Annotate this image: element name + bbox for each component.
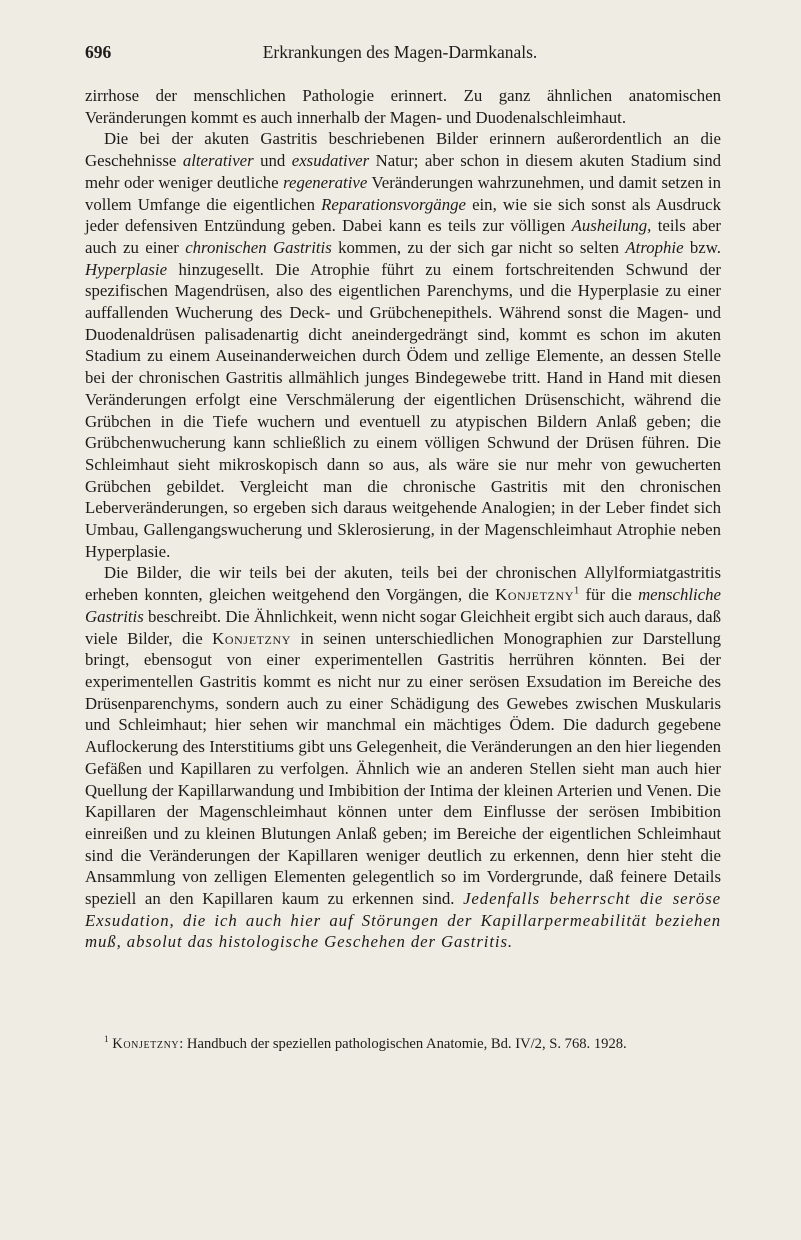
text-run: für die: [579, 585, 639, 605]
emphasis-ausheilung: Ausheilung,: [571, 216, 652, 236]
text-run: kommen, zu der sich gar nicht so selten: [331, 237, 626, 257]
paragraph-1: [85, 85, 721, 128]
emphasis-conclusion: Jedenfalls beherrscht die seröse Exsudation, die ich auch hier auf Störungen der Kapillarpermeabilität beziehen muß, absolut das histologische Geschehen der Gastritis.: [85, 889, 721, 952]
footnote-text: : Handbuch der speziellen pathologischen Anatomie, Bd. IV/2, S. 768. 1928.: [179, 1036, 627, 1052]
emphasis-chronische-gastritis: chronischen Gastritis: [185, 237, 332, 257]
text-run: in seinen unterschiedlichen Monographien zur Darstellung bringt, ebensogut von einer experimentellen Gastritis herrühren könnten. Bei der experimentellen Gastritis kommt es nicht nur zu einer serösen Exsudation im Bereiche des Drüsenparenchyms, sondern auch zu einer Schädigung des Gewebes zwischen Muskularis und Schleimhaut; hier sehen wir manchmal ein mächtiges Ödem. Die dadurch gegebene Auflockerung des Interstitiums gibt uns Gelegenheit, die Veränderungen an den hier liegenden Gefäßen und Kapillaren zu verfolgen. Ähnlich wie an anderen Stellen sieht man auch hier Quellung der Kapillarwandung und Imbibition der Intima der kleinen Arterien und Venen. Die Kapillaren der Magenschleimhaut können unter dem Einflusse der serösen Imbibition einreißen und zu kleinen Blutungen Anlaß geben; im Bereiche der eigentlichen Schleimhaut sind die Veränderungen der Kapillaren weniger deutlich zu erkennen, denn hier steht die Ansammlung von zelligen Elementen gelegentlich so im Vordergrunde, daß feinere Details speziell an den Kapillaren kaum zu erkennen sind.: [85, 628, 721, 909]
paragraph-2: [85, 128, 721, 562]
text-run: Natur; aber schon in diesem akuten Stadium sind mehr oder weniger deutliche: [85, 151, 721, 192]
text-run: Veränderungen wahrzunehmen, und damit setzen in vollem Umfange die eigentlichen: [85, 172, 721, 214]
emphasis-reparationsvorgaenge: Reparationsvorgänge: [321, 194, 466, 214]
paragraph-3: [85, 562, 721, 953]
paragraph-1-text: zirrhose der menschlichen Pathologie erinnert. Zu ganz ähnlichen anatomischen Veränderungen kommt es auch innerhalb der Magen- und Duodenalschleimhaut.: [85, 86, 721, 127]
text-run: Die bei der akuten Gastritis beschriebenen Bilder erinnern außerordentlich an die Geschehnisse: [85, 129, 721, 171]
footnote-author: Konjetzny: [112, 1036, 180, 1052]
emphasis-alterativer: alterativer: [182, 151, 254, 171]
emphasis-hyperplasie: Hyperplasie: [85, 259, 168, 279]
text-run: ein, wie sie sich sonst als Ausdruck jeder defensiven Entzündung geben. Dabei kann es teils zur völligen: [85, 194, 721, 236]
author-name-konjetzny: Konjetzny: [212, 628, 292, 648]
page-number: 696: [85, 42, 112, 62]
page-header: [85, 42, 715, 68]
footnote-marker: 1: [104, 1034, 109, 1045]
text-run: bzw.: [683, 237, 721, 257]
text-run: Die Bilder, die wir teils bei der akuten, teils bei der chronischen Allylformiatgastritis erheben konnten, gleichen weitgehend den Vorgängen, die: [85, 563, 721, 605]
footnote-reference[interactable]: 1: [573, 585, 580, 597]
emphasis-menschliche-gastritis: menschliche Gastritis: [85, 585, 722, 626]
emphasis-exsudativer: exsudativer: [291, 151, 370, 171]
footnote: [85, 1034, 721, 1054]
text-run: und: [253, 151, 292, 171]
author-name-konjetzny: Konjetzny: [495, 585, 574, 605]
emphasis-atrophie: Atrophie: [625, 237, 684, 257]
emphasis-regenerative: regenerative: [283, 172, 368, 192]
text-run: teils aber auch zu einer: [85, 216, 722, 257]
running-title: Erkrankungen des Magen-Darmkanals.: [262, 42, 538, 62]
body-text: [85, 85, 721, 953]
text-run: beschreibt. Die Ähnlichkeit, wenn nicht sogar Gleichheit ergibt sich auch daraus, daß viele Bilder, die: [85, 606, 721, 648]
text-run: hinzugesellt. Die Atrophie führt zu einem fortschreitenden Schwund der spezifischen Magendrüsen, also des eigentlichen Parenchyms, und die Hyperplasie zu einer auffallenden Wucherung des Deck- und Grübchenepithels. Während sonst die Magen- und Duodenaldrüsen palisadenartig dicht aneindergedrängt sind, kommt es schon im akuten Stadium zu einem Auseinanderweichen durch Ödem und zellige Elemente, an dessen Stelle bei der chronischen Gastritis allmählich junges Bindegewebe tritt. Hand in Hand mit diesen Veränderungen erfolgt eine Verschmälerung der eigentlichen Drüsenschicht, während die Grübchen in die Tiefe wuchern und eventuell zu atypischen Bildern Anlaß geben; die Grübchenwucherung kann schließlich zu einem völligen Schwund der Drüsen führen. Die Schleimhaut sieht mikroskopisch dann so aus, als wäre sie nur mehr von gewucherten Grübchen gebildet. Vergleicht man die chronische Gastritis mit den chronischen Leberveränderungen, so ergeben sich daraus weitgehende Analogien; in der Leber findet sich Umbau, Gallengangswucherung und Sklerosierung, in der Magenschleimhaut Atrophie neben Hyperplasie.: [85, 259, 721, 561]
